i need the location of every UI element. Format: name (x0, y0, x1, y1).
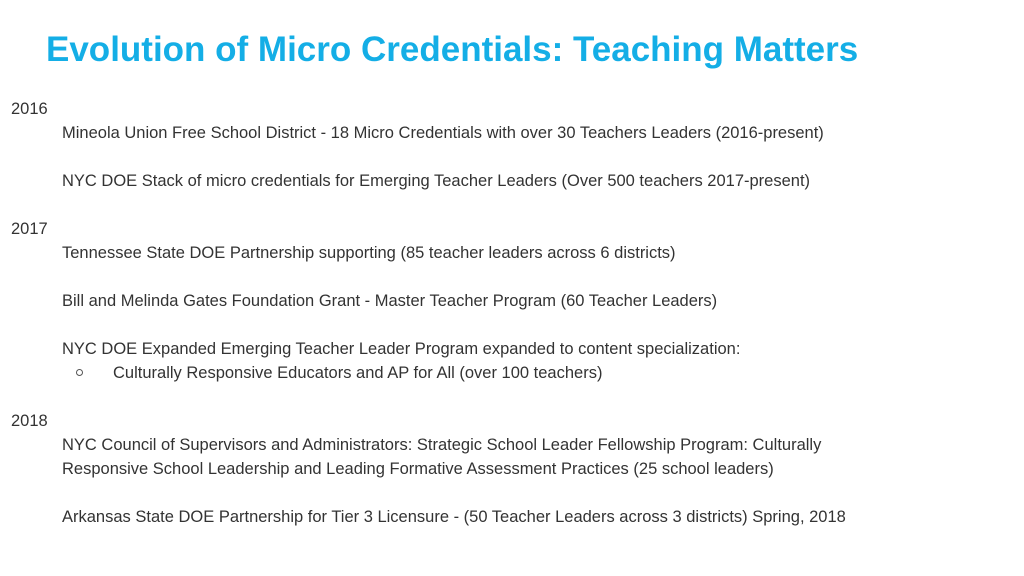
year-label-2017: 2017 (11, 220, 48, 238)
timeline-entry: NYC Council of Supervisors and Administrators: Strategic School Leader Fellowship Program: Culturally (62, 436, 822, 454)
timeline-entry: Mineola Union Free School District - 18 Micro Credentials with over 30 Teachers Leaders (2016-present) (62, 124, 824, 142)
timeline-entry-continuation: Responsive School Leadership and Leading Formative Assessment Practices (25 school leaders) (62, 460, 774, 478)
timeline-entry: Arkansas State DOE Partnership for Tier 3 Licensure - (50 Teacher Leaders across 3 districts) Spring, 2018 (62, 508, 846, 526)
year-label-2018: 2018 (11, 412, 48, 430)
timeline-entry: Bill and Melinda Gates Foundation Grant - Master Teacher Program (60 Teacher Leaders) (62, 292, 718, 310)
timeline-entry: Tennessee State DOE Partnership supporting (85 teacher leaders across 6 districts) (62, 244, 676, 262)
year-label-2016: 2016 (11, 100, 48, 118)
hollow-circle-bullet-icon (76, 369, 83, 376)
slide-title: Evolution of Micro Credentials: Teaching Matters (46, 30, 859, 69)
timeline-entry: NYC DOE Expanded Emerging Teacher Leader Program expanded to content specialization: (62, 340, 741, 358)
timeline-sub-entry: Culturally Responsive Educators and AP for All (over 100 teachers) (113, 364, 603, 382)
timeline-entry: NYC DOE Stack of micro credentials for Emerging Teacher Leaders (Over 500 teachers 2017-present) (62, 172, 811, 190)
